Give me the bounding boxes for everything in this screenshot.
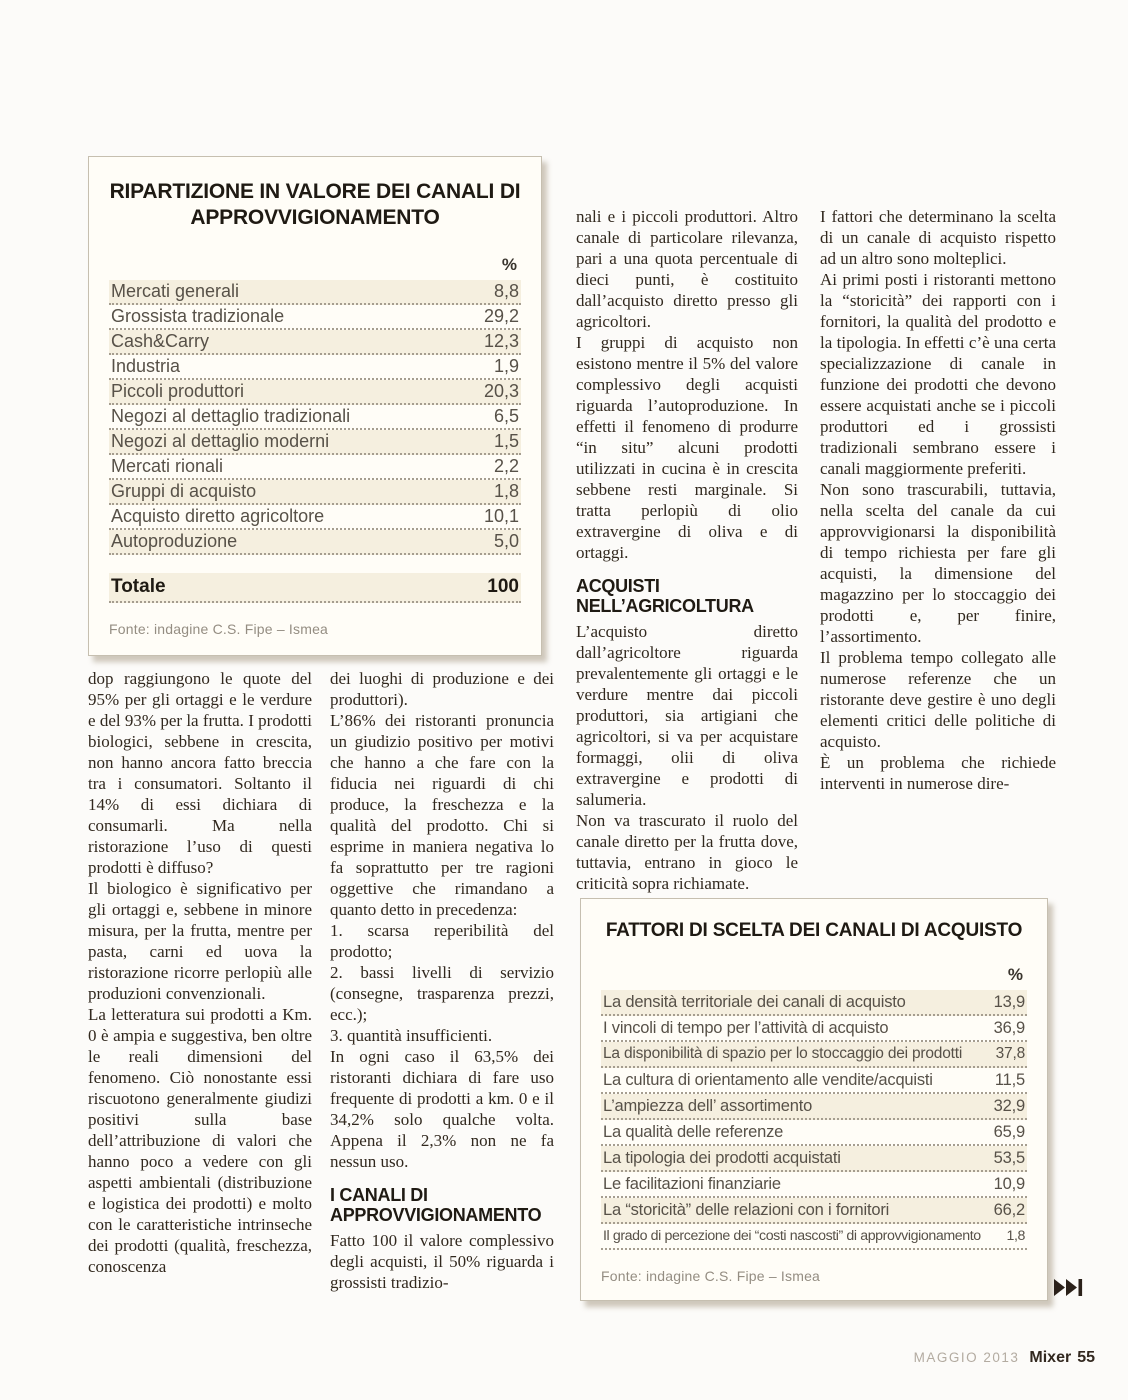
row-label: L’ampiezza dell’ assortimento: [603, 1097, 813, 1115]
table-supply-channels: [88, 156, 542, 656]
paragraph: Non sono trascurabili, tuttavia, nella scelta del canale da cui approvvigionarsi la disponibilità di tempo richiesta per fare gli acquisti, la dimensione del magazzino per lo stoccaggio dei prodotti e, per finire, l’assortimento.: [820, 480, 1056, 646]
total-value: 100: [487, 576, 519, 597]
paragraph: Ai primi posti i ristoranti mettono la “storicità” dei rapporti con i fornitori, la qualità del prodotto e la tipologia. In effetti c’è una certa specializzazione di canale in funzione dei prodotti che devono essere acquistati anche se i piccoli produttori ed i grossisti tradizionali sembrano essere i canali maggiormente preferiti.: [820, 270, 1056, 478]
row-value: 20,3: [483, 381, 519, 401]
text-column-3: [576, 206, 798, 894]
paragraph: 1. scarsa reperibilità del prodotto;: [330, 921, 554, 961]
table-source: Fonte: indagine C.S. Fipe – Ismea: [109, 621, 329, 637]
row-value: 66,2: [993, 1201, 1025, 1219]
table-row: [109, 455, 521, 480]
total-label: Totale: [111, 576, 166, 597]
page-number: 55: [1077, 1349, 1095, 1366]
magazine-name: Mixer: [1029, 1349, 1072, 1366]
paragraph: In ogni caso il 63,5% dei ristoranti dichiara di fare uso frequente di prodotti a km. 0 e il 34,2% solo qualche volta. Appena il 2,3% non ne fa nessun uso.: [330, 1047, 554, 1171]
table-row: [109, 530, 521, 555]
table-row: [601, 1120, 1027, 1146]
paragraph: I gruppi di acquisto non esistono mentre il 5% del valore complessivo degli acquisti riguarda l’autoproduzione. In effetti il fenomeno di produrre “in situ” alcuni prodotti utilizzati in cucina è in crescita sebbene resti marginale. Si tratta perlopiù di olio extravergine di oliva e di ortaggi.: [576, 333, 798, 562]
skip-forward-icon[interactable]: [1053, 1277, 1085, 1298]
percent-column-header: %: [501, 255, 517, 274]
row-value: 5,0: [493, 531, 519, 551]
table-row: [109, 505, 521, 530]
row-label: La tipologia dei prodotti acquistati: [603, 1149, 841, 1167]
table-purchase-factors: [580, 898, 1048, 1301]
section-heading-canali: I CANALI DI APPROVVIGIONAMENTO: [330, 1185, 542, 1225]
row-label: Le facilitazioni finanziarie: [603, 1175, 781, 1193]
row-label: Cash&Carry: [111, 331, 210, 351]
row-value: 2,2: [493, 456, 519, 476]
paragraph: Il problema tempo collegato alle numerose referenze che un ristorante deve gestire è uno degli elementi critici delle politiche di acquisto.: [820, 648, 1056, 751]
table-row: [601, 1042, 1027, 1068]
table-row: [601, 1198, 1027, 1224]
table-row: [601, 1068, 1027, 1094]
table-row: [109, 330, 521, 355]
paragraph: 2. bassi livelli di servizio (consegne, trasparenza prezzi, ecc.);: [330, 963, 554, 1024]
row-value: 8,8: [493, 281, 519, 301]
text-column-1: [88, 668, 312, 1277]
text-column-4: [820, 206, 1056, 794]
row-value: 6,5: [493, 406, 519, 426]
row-value: 12,3: [483, 331, 519, 351]
row-label: Negozi al dettaglio moderni: [111, 431, 330, 451]
paragraph: Non va trascurato il ruolo del canale diretto per la frutta dove, tuttavia, entrano in gioco le criticità sopra richiamate.: [576, 811, 798, 893]
row-label: Il grado di percezione dei “costi nascosti” di approvvigionamento: [603, 1228, 981, 1244]
row-value: 1,8: [493, 481, 519, 501]
row-value: 13,9: [993, 993, 1025, 1011]
paragraph: 3. quantità insufficienti.: [330, 1026, 493, 1045]
row-value: 10,9: [993, 1175, 1025, 1193]
row-label: Acquisto diretto agricoltore: [111, 506, 325, 526]
row-value: 36,9: [993, 1019, 1025, 1037]
row-value: 1,9: [493, 356, 519, 376]
table-row: [109, 280, 521, 305]
row-value: 11,5: [994, 1071, 1025, 1089]
table-row: [601, 1172, 1027, 1198]
table-row: [601, 1146, 1027, 1172]
paragraph: dop raggiungono le quote del 95% per gli ortaggi e le verdure e del 93% per la frutta. I prodotti biologici, sebbene in crescita, non hanno ancora fatto breccia tra i consumatori. Soltanto il 14% di essi dichiara di consumarli. Ma nella ristorazione l’uso di questi prodotti è diffuso?: [88, 669, 312, 877]
row-value: 37,8: [995, 1045, 1025, 1062]
row-label: Mercati generali: [111, 281, 240, 301]
paragraph: nali e i piccoli produttori. Altro canale di particolare rilevanza, pari a una quota percentuale di dieci punti, è costituito dall’acquisto diretto presso gli agricoltori.: [576, 207, 798, 331]
paragraph: Fatto 100 il valore complessivo degli acquisti, il 50% riguarda i grossisti tradizio-: [330, 1231, 554, 1292]
table-row: [601, 990, 1027, 1016]
row-value: 1,8: [1006, 1228, 1025, 1244]
row-label: I vincoli di tempo per l’attività di acquisto: [603, 1019, 889, 1037]
paragraph: Il biologico è significativo per gli ortaggi e, sebbene in minore misura, per la frutta, mentre per pasta, carni ed uova la ristorazione ricorre perlopiù alle produzioni convenzionali.: [88, 879, 312, 1003]
row-label: La densità territoriale dei canali di acquisto: [603, 993, 906, 1011]
row-label: La qualità delle referenze: [603, 1123, 784, 1141]
table-row: [601, 1016, 1027, 1042]
table-source: Fonte: indagine C.S. Fipe – Ismea: [601, 1268, 821, 1284]
paragraph: L’acquisto diretto dall’agricoltore riguarda prevalentemente gli ortaggi e le verdure mentre dai piccoli produttori, sia artigiani che agricoltori, si va per acquistare formaggi, olii di oliva extravergine e prodotti di salumeria.: [576, 622, 798, 809]
table-row: [601, 1224, 1027, 1250]
row-label: La disponibilità di spazio per lo stoccaggio dei prodotti: [603, 1045, 963, 1062]
row-label: Negozi al dettaglio tradizionali: [111, 406, 351, 426]
page-footer: [914, 1349, 1095, 1367]
row-value: 32,9: [993, 1097, 1025, 1115]
row-value: 65,9: [993, 1123, 1025, 1141]
text-column-2: [330, 668, 554, 1293]
table-row: [109, 430, 521, 455]
row-value: 29,2: [483, 306, 519, 326]
table-row: [109, 405, 521, 430]
paragraph: I fattori che determinano la scelta di un canale di acquisto rispetto ad un altro sono molteplici.: [820, 207, 1056, 268]
table-row: [109, 380, 521, 405]
row-label: Autoproduzione: [111, 531, 238, 551]
table-rows: [601, 990, 1027, 1250]
row-label: Industria: [111, 356, 181, 376]
row-label: La cultura di orientamento alle vendite/acquisti: [603, 1071, 933, 1089]
row-label: La “storicità” delle relazioni con i fornitori: [603, 1201, 890, 1219]
row-label: Gruppi di acquisto: [111, 481, 257, 501]
table-row: [601, 1094, 1027, 1120]
paragraph: La letteratura sui prodotti a Km. 0 è ampia e suggestiva, ben oltre le reali dimensioni del fenomeno. Ciò nonostante essi riscuotono generalmente giudizi positivi sulla base dell’attribuzione di valori che hanno poco a vedere con gli aspetti ambientali (distribuzione e logistica dei prodotti) e molto con le caratteristiche intrinseche dei prodotti (qualità, freschezza, conoscenza: [88, 1005, 312, 1276]
paragraph: L’86% dei ristoranti pronuncia un giudizio positivo per motivi che hanno a che fare con la fiducia nei riguardi di chi produce, la freschezza e la qualità del prodotto. Chi si esprime in maniera negativa lo fa soprattutto per tre ragioni oggettive che rimandano a quanto detto in precedenza:: [330, 711, 554, 919]
row-value: 10,1: [483, 506, 519, 526]
section-heading-acquisti: ACQUISTI NELL’AGRICOLTURA: [576, 576, 754, 616]
row-label: Grossista tradizionale: [111, 306, 285, 326]
row-value: 1,5: [493, 431, 519, 451]
paragraph: dei luoghi di produzione e dei produttori).: [330, 669, 554, 709]
table-title: FATTORI DI SCELTA DEI CANALI DI ACQUISTO: [605, 920, 1023, 941]
table-title: RIPARTIZIONE IN VALORE DEI CANALI DI APPROVVIGIONAMENTO: [109, 180, 521, 229]
row-value: 53,5: [993, 1149, 1025, 1167]
table-row: [109, 305, 521, 330]
percent-column-header: %: [1007, 965, 1023, 984]
total-row: [109, 573, 521, 603]
table-row: [109, 480, 521, 505]
row-label: Mercati rionali: [111, 456, 224, 476]
table-row: [109, 355, 521, 380]
row-label: Piccoli produttori: [111, 381, 245, 401]
table-rows: [109, 280, 521, 555]
issue-date: MAGGIO 2013: [913, 1350, 1020, 1365]
paragraph: È un problema che richiede interventi in numerose dire-: [820, 753, 1056, 793]
